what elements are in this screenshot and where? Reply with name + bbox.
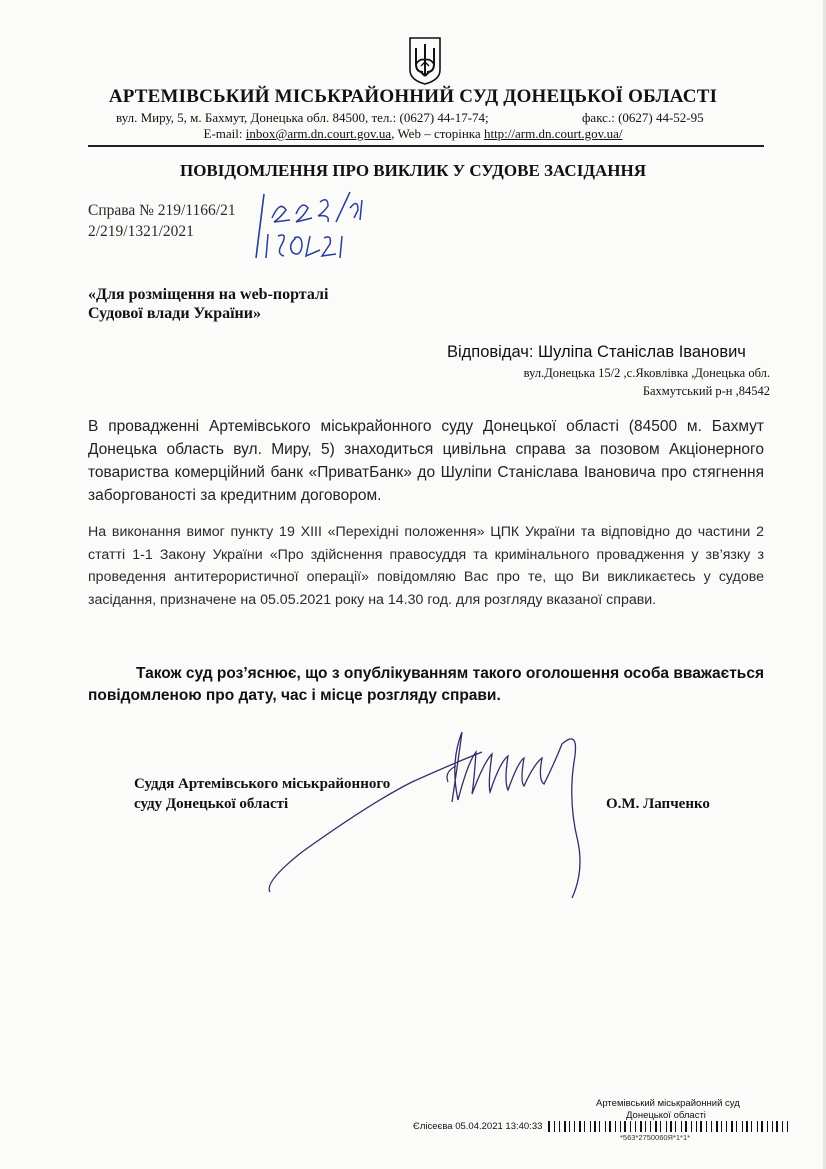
portal-notice-line-1: «Для розміщення на web-порталі	[88, 286, 329, 303]
stamp-clerk-timestamp: Єлісеєва 05.04.2021 13:40:33	[413, 1121, 543, 1132]
web-label: , Web – сторінка	[391, 126, 484, 141]
stamp-court-line-2: Донецької області	[626, 1110, 706, 1121]
case-number: Справа № 219/1166/21	[88, 202, 236, 219]
court-contacts	[0, 126, 826, 142]
respondent-name: Відповідач: Шуліпа Станіслав Іванович	[447, 343, 746, 361]
email-label: E-mail:	[203, 126, 246, 141]
website-link[interactable]: http://arm.dn.court.gov.ua/	[483, 126, 623, 141]
portal-notice	[88, 285, 328, 323]
document-title: ПОВІДОМЛЕННЯ ПРО ВИКЛИК У СУДОВЕ ЗАСІДАННЯ	[179, 161, 647, 180]
judge-title-line-1: Суддя Артемівського міськрайонного	[134, 776, 391, 792]
proceeding-number: 2/219/1321/2021	[88, 223, 194, 240]
judge-signature	[262, 722, 592, 902]
court-fax: факс.: (0627) 44-52-95	[582, 110, 704, 125]
trident-coat-of-arms-icon	[408, 36, 442, 86]
stamp-court-line-1: Артемівський міськрайонний суд	[596, 1098, 740, 1109]
respondent-address-line-1: вул.Донецька 15/2 ,с.Яковлівка ,Донецька обл.	[523, 366, 770, 380]
judge-title-line-2: суду Донецької області	[134, 796, 289, 812]
barcode-icon	[548, 1121, 788, 1132]
handwritten-registration-note	[250, 188, 380, 266]
body-paragraph-2: На виконання вимог пункту 19 ХІІІ «Перехідні положення» ЦПК України та відповідно до частини 2 статті 1-1 Закону України «Про здійснення правосуддя та кримінального провадження у зв’язку з проведення антитерористичної операції» повідомляю Вас про те, що Ви викликаєтесь у судове засідання, призначене на 05.05.2021 року на 14.30 год. для розгляду вказаної справи.	[88, 524, 764, 608]
court-address: вул. Миру, 5, м. Бахмут, Донецька обл. 84500, тел.: (0627) 44-17-74;	[116, 110, 489, 125]
court-name: АРТЕМІВСЬКИЙ МІСЬКРАЙОННИЙ СУД ДОНЕЦЬКОЇ ОБЛАСТІ	[108, 86, 718, 107]
header-divider	[88, 145, 764, 147]
body-paragraph-3: Також суд роз’яснює, що з опублікуванням такого оголошення особа вважається повідомленою про дату, час і місце розгляду справи.	[88, 665, 764, 704]
respondent-address-line-2: Бахмутський р-н ,84542	[642, 384, 770, 398]
portal-notice-line-2: Судової влади України»	[88, 305, 261, 322]
email-link[interactable]: inbox@arm.dn.court.gov.ua	[245, 126, 392, 141]
barcode-number: *563*2750060Я*1*1*	[620, 1133, 691, 1142]
judge-name: О.М. Лапченко	[606, 796, 710, 812]
body-paragraph-1: В провадженні Артемівського міськрайонного суду Донецької області (84500 м. Бахмут Донецька область вул. Миру, 5) знаходиться цивільна справа за позовом Акціонерного товариства комерційний банк «ПриватБанк» до Шуліпи Станіслава Івановича про стягнення заборгованості за кредитним договором.	[88, 418, 764, 504]
